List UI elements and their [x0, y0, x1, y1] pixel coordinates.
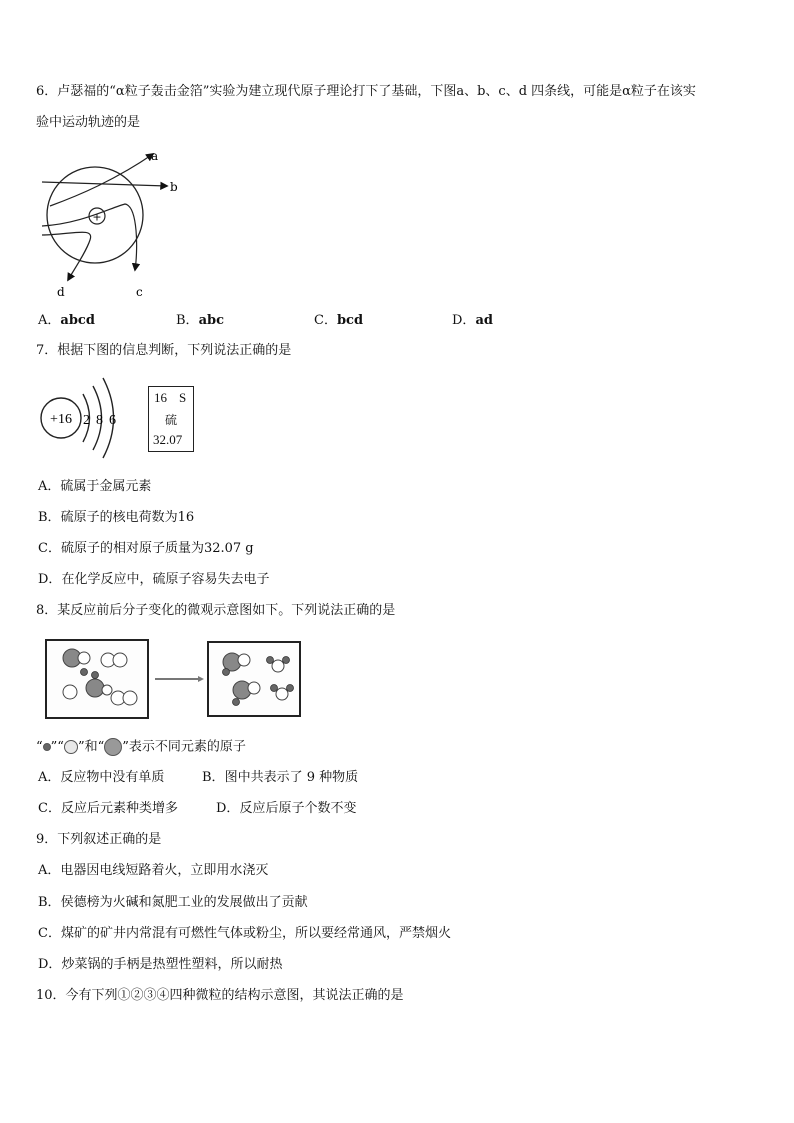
q9-option-d[interactable]: D．炒菜锅的手柄是热塑性塑料，所以耐热 — [38, 957, 283, 972]
q9-stem: 9．下列叙述正确的是 — [36, 832, 162, 847]
label-d: d — [57, 285, 65, 299]
q10-stem: 10．今有下列①②③④四种微粒的结构示意图，其说法正确的是 — [36, 988, 404, 1003]
atom-small-dark — [267, 657, 274, 664]
element-symbol: S — [179, 390, 187, 405]
atom-light — [276, 688, 288, 700]
periodic-table-cell-sulfur — [148, 386, 194, 452]
q8-legend: “ ”“ ”和“ ”表示不同元素的原子 — [36, 739, 246, 755]
trajectory-d — [42, 232, 91, 280]
large-dark-atom-icon — [104, 738, 122, 756]
atom-light — [238, 654, 250, 666]
q8-reaction-micro-diagram — [40, 632, 310, 722]
atomic-number: 16 — [154, 390, 167, 405]
q8-stem: 8．某反应前后分子变化的微观示意图如下。下列说法正确的是 — [36, 603, 396, 618]
q9-option-a[interactable]: A．电器因电线短路着火，立即用水浇灭 — [38, 863, 269, 878]
atom-light — [123, 691, 137, 705]
after-reaction-box — [208, 642, 300, 716]
shell-count-1: 2 — [83, 413, 90, 428]
atom-light — [78, 652, 90, 664]
small-dark-atom-icon — [43, 743, 51, 751]
trajectory-a — [50, 154, 153, 206]
atomic-mass: 32.07 — [153, 432, 183, 447]
atom-light — [102, 685, 112, 695]
light-atom-icon — [64, 740, 78, 754]
atom-light — [248, 682, 260, 694]
q9-option-b[interactable]: B．侯德榜为火碱和氮肥工业的发展做出了贡献 — [38, 895, 308, 910]
atom-light — [272, 660, 284, 672]
nucleus-charge: +16 — [50, 412, 72, 427]
label-a: a — [151, 149, 159, 163]
q8-option-d[interactable]: D．反应后原子个数不变 — [216, 801, 357, 816]
q8-option-b[interactable]: B．图中共表示了 9 种物质 — [202, 770, 359, 785]
q6-alpha-scattering-figure — [30, 140, 190, 305]
q7-stem: 7．根据下图的信息判断，下列说法正确的是 — [36, 343, 292, 358]
atom-small-dark — [223, 669, 230, 676]
element-name: 硫 — [165, 413, 178, 427]
q9-option-c[interactable]: C．煤矿的矿井内常混有可燃性气体或粉尘，所以要经常通风，严禁烟火 — [38, 926, 451, 941]
label-c: c — [136, 285, 143, 299]
atom-small-dark — [287, 685, 294, 692]
q7-option-d[interactable]: D．在化学反应中，硫原子容易失去电子 — [38, 572, 270, 587]
atom-light — [63, 685, 77, 699]
atom-light — [113, 653, 127, 667]
shell-count-2: 8 — [96, 413, 103, 428]
q6-option-a[interactable]: A．abcd — [38, 313, 95, 328]
label-b: b — [170, 180, 178, 194]
atom-small-dark — [81, 669, 88, 676]
q6-option-d[interactable]: D．ad — [452, 313, 493, 328]
q6-stem-line2: 验中运动轨迹的是 — [36, 115, 141, 130]
q7-option-c[interactable]: C．硫原子的相对原子质量为32.07 g — [38, 541, 254, 556]
q6-stem-line1: 6．卢瑟福的“α粒子轰击金箔”实验为建立现代原子理论打下了基础，下图a、b、c、d 四条线，可能是α粒子在该实 — [36, 84, 696, 99]
atom-small-dark — [92, 672, 99, 679]
atom-large-dark — [86, 679, 104, 697]
q8-option-c[interactable]: C．反应后元素种类增多 — [38, 801, 178, 816]
q7-sulfur-atom-structure — [36, 372, 136, 462]
reaction-arrow-head — [198, 676, 204, 682]
q7-option-a[interactable]: A．硫属于金属元素 — [38, 479, 152, 494]
q7-option-b[interactable]: B．硫原子的核电荷数为16 — [38, 510, 195, 525]
atom-small-dark — [233, 699, 240, 706]
atom-small-dark — [271, 685, 278, 692]
nucleus-sign: + — [92, 210, 102, 224]
q6-option-c[interactable]: C．bcd — [314, 313, 364, 328]
atom-small-dark — [283, 657, 290, 664]
q8-option-a[interactable]: A．反应物中没有单质 — [38, 770, 165, 785]
shell-count-3: 6 — [109, 413, 116, 428]
q6-option-b[interactable]: B．abc — [176, 313, 224, 328]
